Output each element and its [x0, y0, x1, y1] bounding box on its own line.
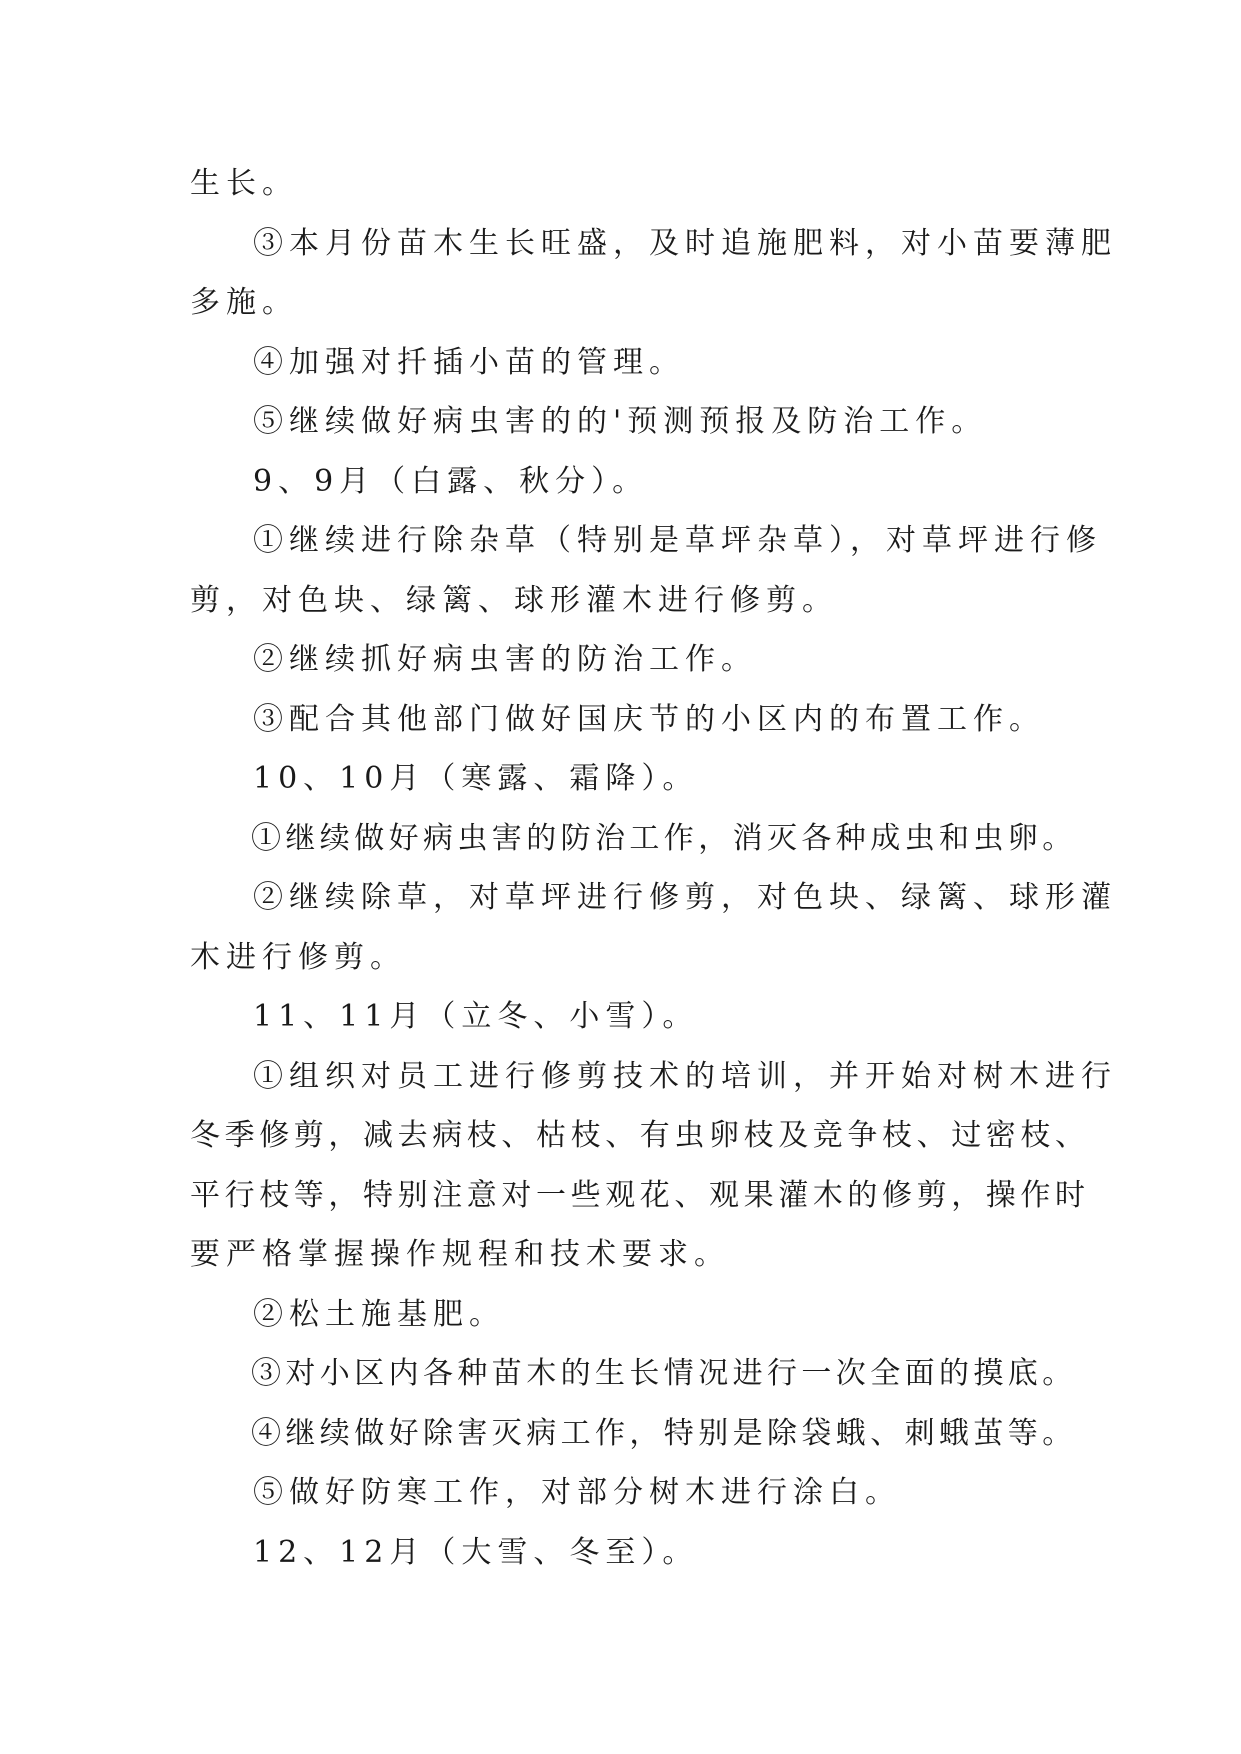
paragraph-line: 冬季修剪，减去病枝、枯枝、有虫卵枝及竞争枝、过密枝、: [190, 1118, 1090, 1153]
paragraph-line: ④继续做好除害灭病工作，特别是除袋蛾、刺蛾茧等。: [251, 1416, 1077, 1451]
paragraph-line: ①继续做好病虫害的防治工作，消灭各种成虫和虫卵。: [251, 821, 1077, 856]
paragraph-line: ③本月份苗木生长旺盛，及时追施肥料，对小苗要薄肥: [253, 226, 1117, 261]
paragraph-line: ④加强对扦插小苗的管理。: [253, 345, 685, 380]
section-heading: 11、11月（立冬、小雪）。: [253, 999, 699, 1034]
paragraph-line: ②继续除草，对草坪进行修剪，对色块、绿篱、球形灌: [253, 880, 1117, 915]
paragraph-line: 要严格掌握操作规程和技术要求。: [190, 1237, 730, 1272]
section-heading: 12、12月（大雪、冬至）。: [253, 1535, 699, 1570]
paragraph-line: ①继续进行除杂草（特别是草坪杂草），对草坪进行修: [253, 523, 1102, 558]
paragraph-line: 剪，对色块、绿篱、球形灌木进行修剪。: [190, 583, 838, 618]
paragraph-line: ②松土施基肥。: [253, 1297, 505, 1332]
paragraph-line: ①组织对员工进行修剪技术的培训，并开始对树木进行: [253, 1059, 1117, 1094]
paragraph-line: 多施。: [190, 285, 298, 320]
paragraph-line: ②继续抓好病虫害的防治工作。: [253, 642, 757, 677]
paragraph-line: ⑤继续做好病虫害的的'预测预报及防治工作。: [253, 404, 988, 439]
paragraph-line: ③配合其他部门做好国庆节的小区内的布置工作。: [253, 702, 1045, 737]
section-heading: 9、9月（白露、秋分）。: [253, 464, 649, 499]
paragraph-line: ③对小区内各种苗木的生长情况进行一次全面的摸底。: [251, 1356, 1077, 1391]
paragraph-line: 平行枝等，特别注意对一些观花、观果灌木的修剪，操作时: [190, 1178, 1090, 1213]
paragraph-line: ⑤做好防寒工作，对部分树木进行涂白。: [253, 1475, 901, 1510]
paragraph-line: 生长。: [190, 166, 298, 201]
paragraph-line: 木进行修剪。: [190, 940, 406, 975]
section-heading: 10、10月（寒露、霜降）。: [253, 761, 699, 796]
